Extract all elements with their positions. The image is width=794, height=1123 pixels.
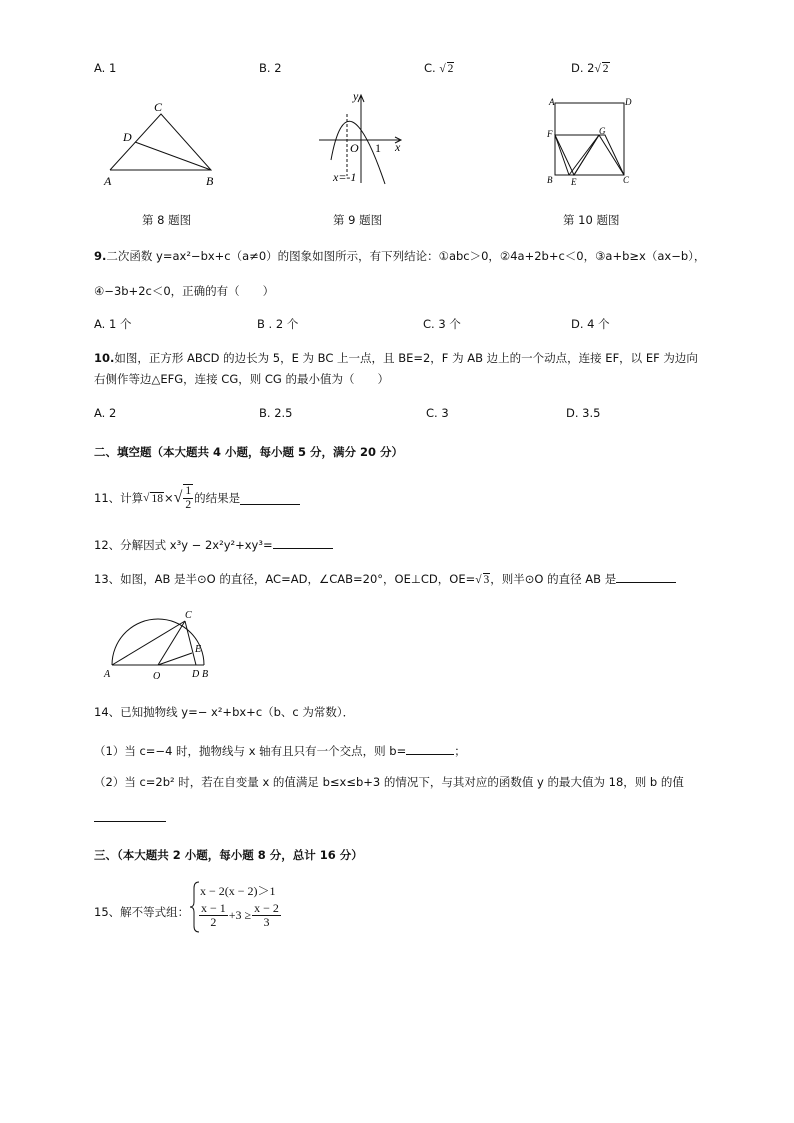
q11-answer-blank bbox=[240, 492, 300, 505]
q9-option-b: B . 2 个 bbox=[257, 317, 299, 331]
q9-option-c: C. 3 个 bbox=[423, 317, 461, 331]
q10-option-c: C. 3 bbox=[426, 406, 449, 420]
fig10-label-g: G bbox=[599, 126, 606, 136]
figure-10-square bbox=[544, 95, 636, 187]
q14-part1-blank bbox=[406, 742, 454, 755]
fig10-label-b: B bbox=[547, 175, 553, 185]
fig10-label-d: D bbox=[625, 97, 632, 107]
q14-stem: 14、已知抛物线 y=− x²+bx+c（b、c 为常数）． bbox=[94, 705, 355, 719]
option-b: B. 2 bbox=[259, 61, 282, 75]
caption-fig9: 第 9 题图 bbox=[333, 213, 383, 227]
section-2-heading: 二、填空题（本大题共 4 小题，每小题 5 分，满分 20 分） bbox=[94, 445, 404, 459]
q14-part2-blank bbox=[94, 808, 166, 822]
fig10-label-a: A bbox=[549, 97, 555, 107]
fig13-label-b: B bbox=[202, 669, 209, 680]
figure-13-semicircle bbox=[100, 605, 215, 685]
fig13-label-e: E bbox=[195, 644, 202, 655]
q12: 12、分解因式 x³y − 2x²y²+xy³= bbox=[94, 536, 333, 553]
q12-answer-blank bbox=[273, 536, 333, 549]
option-d: D. 2√ 2 bbox=[571, 61, 609, 75]
fig8-label-c: C bbox=[154, 100, 163, 114]
q15-inequality-2: $\frac{x - 1}{2}$ +3 ≥ $\frac{x - 2}{3}$ bbox=[201, 901, 279, 929]
fig13-label-a: A bbox=[104, 669, 111, 680]
q9-line2: ④−3b+2c＜0，正确的有（ ） bbox=[94, 284, 275, 298]
q11: 11、计算 √ 18 × √ $\frac{1}{2}$ 的结果是 bbox=[94, 481, 300, 515]
fig13-label-o: O bbox=[153, 671, 161, 682]
q10-option-a: A. 2 bbox=[94, 406, 117, 420]
fig8-label-b: B bbox=[206, 174, 214, 188]
q9-line1: 9.二次函数 y=ax²−bx+c（a≠0）的图象如图所示，有下列结论：①abc＞0，②4a+2b+c＜0，③a+b≥x（ax−b）， bbox=[94, 249, 706, 263]
fig10-label-f: F bbox=[547, 129, 553, 139]
fig10-label-c: C bbox=[623, 175, 630, 185]
q9-option-d: D. 4 个 bbox=[571, 317, 610, 331]
fig13-label-d: D bbox=[192, 669, 200, 680]
q14-part1: （1）当 c=−4 时，抛物线与 x 轴有且只有一个交点，则 b= ； bbox=[94, 744, 466, 758]
fig9-label-one: 1 bbox=[375, 141, 381, 155]
option-c: C. √ 2 bbox=[424, 61, 454, 75]
q13-answer-blank bbox=[616, 570, 676, 583]
section-3-heading: 三、（本大题共 2 小题，每小题 8 分，总计 16 分） bbox=[94, 848, 363, 862]
caption-fig8: 第 8 题图 bbox=[142, 213, 192, 227]
fig9-label-o: O bbox=[350, 141, 359, 155]
fig9-label-x: x bbox=[395, 140, 401, 154]
caption-fig10: 第 10 题图 bbox=[563, 213, 620, 227]
q14-part2: （2）当 c=2b² 时，若在自变量 x 的值满足 b≤x≤b+3 的情况下，与其对应的函数值 y 的最大值为 18，则 b 的值 bbox=[94, 775, 684, 789]
fig13-label-c: C bbox=[185, 610, 192, 621]
q10-line2: 右侧作等边△EFG，连接 CG，则 CG 的最小值为（ ） bbox=[94, 372, 389, 386]
fig8-label-a: A bbox=[104, 174, 112, 188]
fig9-label-y: y bbox=[353, 89, 359, 103]
q10-option-b: B. 2.5 bbox=[259, 406, 293, 420]
q13: 13、如图，AB 是半⊙O 的直径，AC=AD，∠CAB=20°，OE⊥CD，OE=√ 3，则半⊙O 的直径 AB 是 bbox=[94, 570, 676, 587]
q15-prefix: 15、解不等式组： bbox=[94, 905, 190, 919]
q9-option-a: A. 1 个 bbox=[94, 317, 132, 331]
option-a: A. 1 bbox=[94, 61, 117, 75]
q10-line1: 10.如图，正方形 ABCD 的边长为 5，E 为 BC 上一点，且 BE=2，F 为 AB 边上的一个动点，连接 EF，以 EF 为边向 bbox=[94, 351, 698, 365]
fig9-label-axis: x=-1 bbox=[333, 170, 357, 184]
q10-option-d: D. 3.5 bbox=[566, 406, 601, 420]
figure-9-parabola bbox=[315, 88, 410, 188]
q15-inequality-1: x − 2(x − 2)＞1 bbox=[200, 884, 276, 898]
fig8-label-d: D bbox=[123, 130, 132, 144]
fig10-label-e: E bbox=[571, 177, 577, 187]
figure-8-triangle bbox=[100, 98, 225, 190]
